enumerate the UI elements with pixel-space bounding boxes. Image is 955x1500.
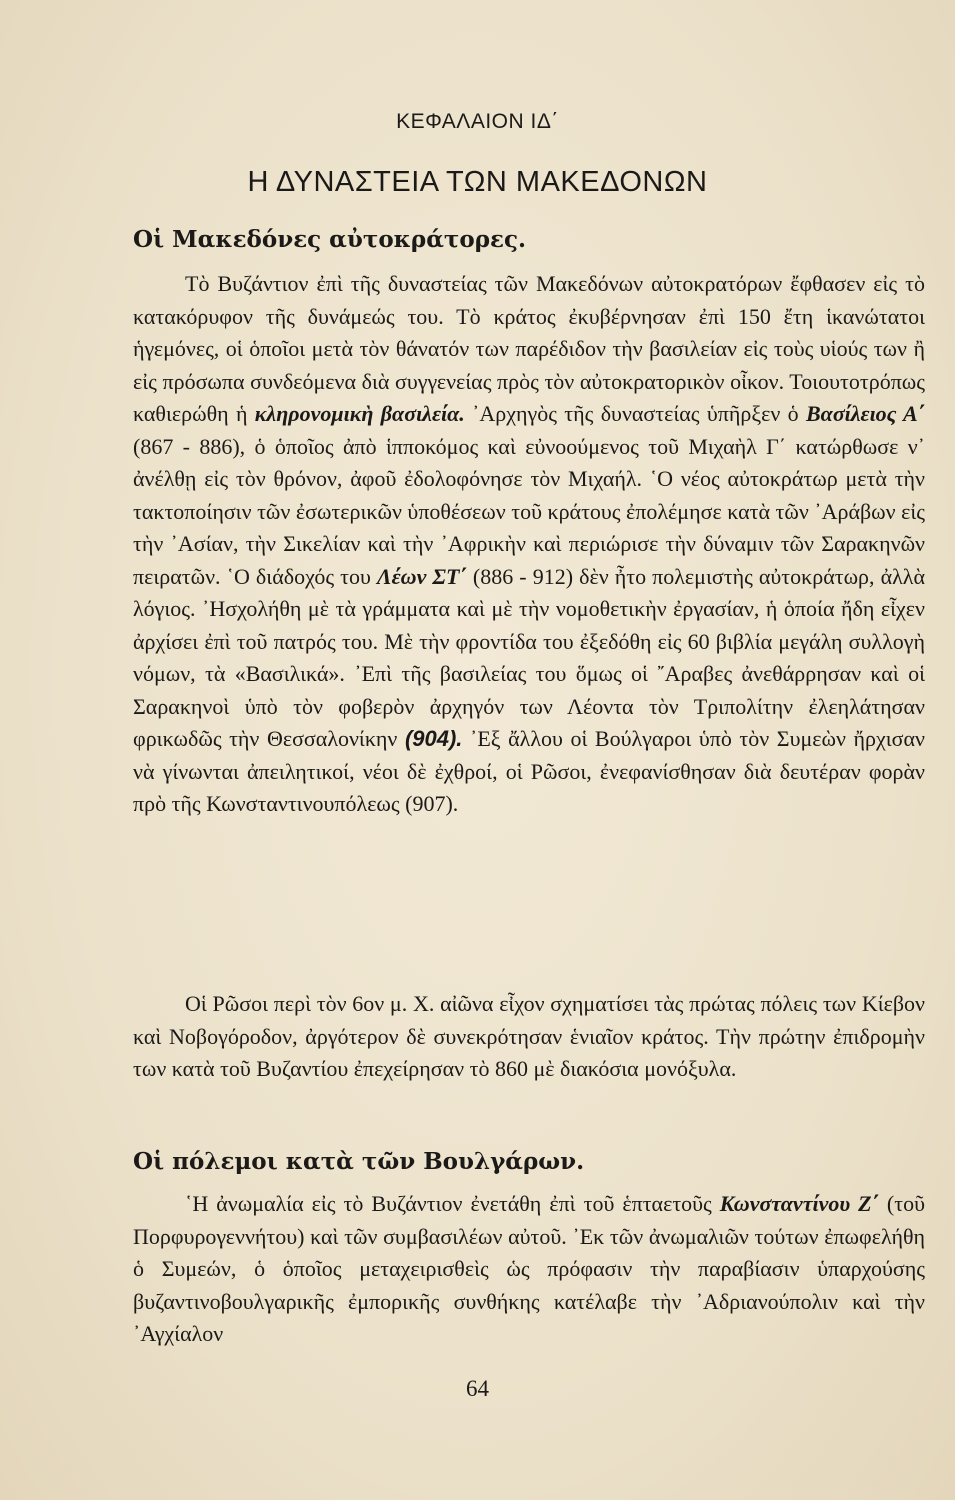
text-run: (886 - 912) δὲν ἦτο πολεμιστὴς αὐτοκράτωρ, ἀλλὰ λόγιος. ᾿Ησχολήθη μὲ τὰ γράμματα καὶ μὲ τὴν νομοθετικὴν ἐργασίαν, ἡ ὁποία ἤδη εἶχεν ἀρχίσει ἐπὶ τοῦ πατρός του. Μὲ τὴν φροντίδα του ἐξεδόθη εἰς 60 βιβλία μεγάλη συλλογὴ νόμων, τὰ «Βασιλικά». ᾿Επὶ τῆς βασιλείας του ὅμως οἱ ῎Αραβες ἀνεθάρρησαν καὶ οἱ Σαρακηνοὶ ὑπὸ τὸν φοβερὸν ἀρχηγόν των Λέοντα τὸν Τριπολίτην ἐλεηλάτησαν φρικωδῶς τὴν Θεσσαλονίκην <box>133 563 925 751</box>
paragraph-bulgarian-wars <box>133 1188 925 1351</box>
emphasis-constantine-vii: Κωνσταντίνου Ζ΄ <box>719 1191 879 1216</box>
handwritten-date-904: (904). <box>404 726 463 751</box>
chapter-label: ΚΕΦΑΛΑΙΟΝ ΙΔ΄ <box>396 110 559 133</box>
section-heading-macedonian-emperors: Οἱ Μακεδόνες αὐτοκράτορες. <box>133 226 526 253</box>
emphasis-leo-vi: Λέων ΣΤ΄ <box>376 563 467 589</box>
paragraph-macedonian-dynasty <box>133 268 925 821</box>
chapter-title: Η ΔΥΝΑΣΤΕΙΑ ΤΩΝ ΜΑΚΕΔΟΝΩΝ <box>247 166 708 198</box>
text-run: ᾿Αρχηγὸς τῆς δυναστείας ὑπῆρξεν ὁ <box>464 401 806 426</box>
text-run: Τὸ Βυζάντιον ἐπὶ τῆς δυναστείας τῶν Μακεδόνων αὐτοκρατόρων ἔφθασεν εἰς τὸ κατακόρυφον τῆς δυνάμεώς του. Τὸ κράτος ἐκυβέρνησαν ἐπὶ 150 ἔτη ἱκανώτατοι ἡγεμόνες, οἱ ὁποῖοι μετὰ τὸν θάνατόν των παρέδιδον τὴν βασιλείαν εἰς τοὺς υἱούς των ἢ εἰς πρόσωπα συνδεόμενα διὰ συγγενείας πρὸς τὸν αὐτοκρατορικὸν οἶκον. Τοιουτοτρόπως καθιερώθη ἡ <box>133 271 925 426</box>
emphasis-hereditary-monarchy: κληρονομικὴ βασιλεία. <box>254 401 465 426</box>
emphasis-basil-i: Βασίλειος Α΄ <box>805 401 926 426</box>
text-run: (867 - 886), ὁ ὁποῖος ἀπὸ ἱπποκόμος καὶ εὐνοούμενος τοῦ Μιχαὴλ Γ΄ κατώρθωσε ν᾿ ἀνέλθῃ εἰς τὸν θρόνον, ἀφοῦ ἐδολοφόνησε τὸν Μιχαήλ. ῾Ο νέος αὐτοκράτωρ μετὰ τὴν τακτοποίησιν τῶν ἐσωτερικῶν ὑποθέσεων τοῦ κράτους ἐπολέμησε κατὰ τῶν ᾿Αράβων εἰς τὴν ᾿Ασίαν, τὴν Σικελίαν καὶ τὴν ᾿Αφρικὴν καὶ περιώρισε τὴν δύναμιν τῶν Σαρακηνῶν πειρατῶν. ῾Ο διάδοχός του <box>133 433 925 589</box>
text-run: ῾Η ἀνωμαλία εἰς τὸ Βυζάντιον ἐνετάθη ἐπὶ τοῦ ἑπταετοῦς <box>185 1191 720 1216</box>
section-heading-bulgarian-wars: Οἱ πόλεμοι κατὰ τῶν Βουλγάρων. <box>133 1148 585 1175</box>
text-run: ᾿Εξ ἄλλου οἱ Βούλγαροι ὑπὸ τὸν Συμεὼν ἤρχισαν νὰ γίνωνται ἀπειλητικοί, νέοι δὲ ἐχθροί, οἱ Ρῶσοι, ἐνεφανίσθησαν διὰ δευτέραν φορὰν πρὸ τῆς Κωνσταντινουπόλεως (907). <box>133 726 925 816</box>
text-run: (τοῦ Πορφυρογεννήτου) καὶ τῶν συμβασιλέων αὐτοῦ. ᾿Εκ τῶν ἀνωμαλιῶν τούτων ἐπωφελήθη ὁ Συμεών, ὁ ὁποῖος μεταχειρισθεὶς ὡς πρόφασιν τὴν παραβίασιν ὑπαρχούσης βυζαντινοβουλγαρικῆς ἐμπορικῆς συνθήκης κατέλαβε τὴν ᾿Αδριανούπολιν καὶ τὴν ᾿Αγχίαλον <box>133 1191 925 1346</box>
page-number: 64 <box>466 1376 489 1401</box>
paragraph-rus: Οἱ Ρῶσοι περὶ τὸν 6ον μ. Χ. αἰῶνα εἶχον σχηματίσει τὰς πρώτας πόλεις των Κίεβον καὶ Νοβογόροδον, ἀργότερον δὲ συνεκρότησαν ἑνιαῖον κράτος. Τὴν πρώτην ἐπιδρομὴν των κατὰ τοῦ Βυζαντίου ἐπεχείρησαν τὸ 860 μὲ διακόσια μονόξυλα. <box>133 991 925 1081</box>
